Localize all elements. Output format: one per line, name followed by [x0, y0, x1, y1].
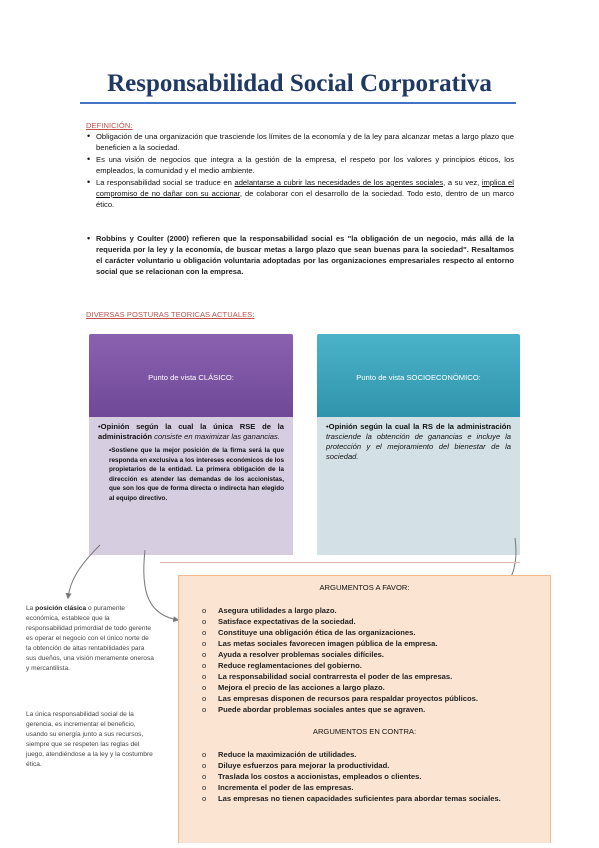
arrow-to-sidebar — [68, 545, 100, 598]
underlined-phrase: adelantarse a cubrir las necesidades de los agentes sociales — [234, 178, 444, 187]
section-divider — [160, 562, 520, 563]
contra-item: o Traslada los costos a accionistas, empleados o clientes. — [202, 771, 550, 782]
contra-item: o Las empresas no tienen capacidades suficientes para abordar temas sociales. — [202, 793, 550, 804]
underlined-phrase: implica el compromiso de no dañar con su accionar — [96, 178, 514, 198]
sidebar-text: La — [26, 605, 36, 612]
definition-item-text: Es una visión de negocios que integra a la gestión de la empresa, el respeto por los valores y principios éticos, los empleados, la comunidad y el medio ambiente. — [96, 155, 514, 175]
favor-item: o Las empresas disponen de recursos para respaldar proyectos públicos. — [202, 693, 550, 704]
sidebar-text: o puramente económica, establece que la responsabilidad primordial de todo gerente es operar el negocio con el único norte de la obtención de altas rentabilidades para sus dueños, una visión meramente onerosa y mercantilista. — [26, 605, 154, 672]
contra-item: o Reduce la maximización de utilidades. — [202, 749, 550, 760]
contra-item: o Diluye esfuerzos para mejorar la productividad. — [202, 760, 550, 771]
favor-item: o La responsabilidad social contrarresta el poder de las empresas. — [202, 671, 550, 682]
sidebar-paragraph — [26, 604, 154, 674]
postures-heading: DIVERSAS POSTURAS TEORICAS ACTUALES: — [86, 310, 255, 319]
classic-sub-text: Sostiene que la mejor posición de la firma será la que responda en exclusiva a los intereses económicos de los propietarios de la entidad. La primera obligación de la dirección es atender las demandas de los accionistas, que son los que de forma directa o indirecta han elegido al equipo directivo. — [109, 447, 284, 502]
contra-list — [179, 749, 550, 804]
favor-item: o Ayuda a resolver problemas sociales difíciles. — [202, 649, 550, 660]
classic-lead: Opinión según la cual la única RSE de la administración — [98, 422, 284, 441]
definition-heading: DEFINICIÓN: — [86, 121, 133, 130]
favor-item: o Reduce reglamentaciones del gobierno. — [202, 660, 550, 671]
classic-view-text: •Opinión según la cual la única RSE de la administración consiste en maximizar las ganancias. — [98, 422, 284, 441]
sidebar-bold: posición clásica — [35, 605, 87, 612]
classic-sub-point: •Sostiene que la mejor posición de la firma será la que responda en exclusiva a los intereses económicos de los propietarios de la entidad. La primera obligación de la dirección es atender las demandas de los accionistas, que son los que de forma directa o indirecta han elegido al equipo directivo. — [109, 447, 284, 502]
definition-text: , de colaborar con el desarrollo de la sociedad. Todo esto, dentro de un marco ético. — [96, 189, 515, 209]
favor-list — [179, 605, 550, 715]
socio-lead: Opinión según la cual la RS de la administración — [328, 422, 511, 431]
favor-title: ARGUMENTOS A FAVOR: — [319, 583, 410, 592]
contra-item: o Incrementa el poder de las empresas. — [202, 782, 550, 793]
favor-item: o Satisface expectativas de la sociedad. — [202, 616, 550, 627]
socio-view-text: •Opinión según la cual la RS de la administración trasciende la obtención de ganancias e incluye la protección y el mejoramiento del bienestar de la sociedad. — [326, 422, 511, 461]
classic-view-title: Punto de vista CLÁSICO: — [148, 372, 234, 382]
page-title: Responsabilidad Social Corporativa — [107, 70, 492, 97]
favor-item: o Mejora el precio de las acciones a largo plazo. — [202, 682, 550, 693]
favor-item: o Asegura utilidades a largo plazo. — [202, 605, 550, 616]
socio-lead-italic: trasciende la obtención de ganancias e incluye la protección y el mejoramiento del bienestar de la sociedad. — [326, 432, 511, 461]
definition-item-text: Obligación de una organización que trasciende los límites de la economía y de la ley para alcanzar metas a largo plazo que beneficien a la sociedad. — [96, 132, 514, 152]
contra-title: ARGUMENTOS EN CONTRA: — [312, 727, 417, 736]
robbins-quote: • Robbins y Coulter (2000) refieren que la responsabilidad social es "la obligación de un negocio, más allá de la requerida por la ley y la economía, de buscar metas a largo plazo que sean buenas para la sociedad". Resaltamos el carácter voluntario u obligación voluntaria adoptadas por las organizaciones empresariales respecto al entorno social que se relacionan con la empresa. — [86, 233, 514, 277]
arguments-box — [178, 575, 551, 843]
favor-item: o Constituye una obligación ética de las organizaciones. — [202, 627, 550, 638]
definition-text: La responsabilidad social se traduce en — [96, 178, 235, 187]
classic-lead-italic: consiste en maximizar las ganancias. — [154, 432, 280, 441]
socio-view-title: Punto de vista SOCIOECONÓMICO: — [356, 372, 481, 382]
favor-item: o Puede abordar problemas sociales antes que se agraven. — [202, 704, 550, 715]
definition-text: , a su vez, — [443, 178, 482, 187]
favor-item: o Las metas sociales favorecen imagen pública de la empresa. — [202, 638, 550, 649]
sidebar-paragraph: La única responsabilidad social de la gerencia, es incrementar el beneficio, usando su energía junto a sus recursos, siempre que se respeten las reglas del juego, atendiéndose a la ley y la costumbre ética. — [26, 711, 153, 768]
